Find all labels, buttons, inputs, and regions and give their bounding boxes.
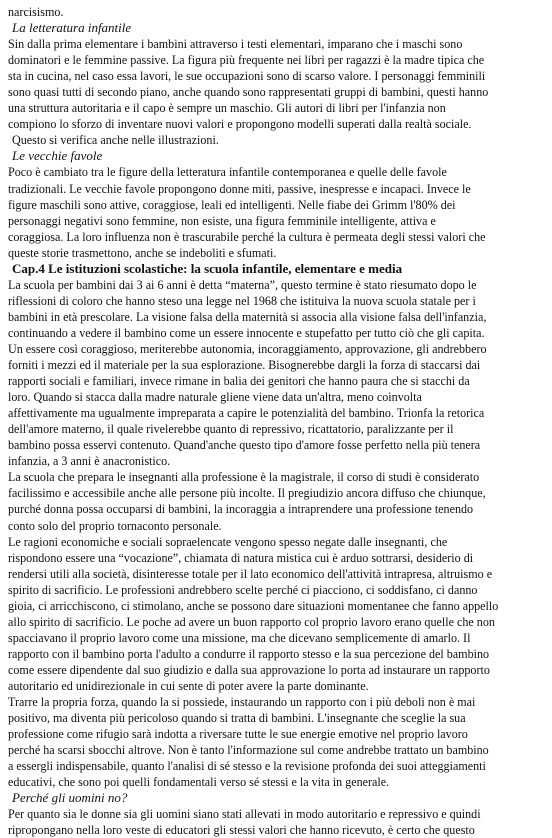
text-line: rapporto con il bambino porta l'adulto a condurre il rapporto stesso e la sua percezione del bambino xyxy=(8,646,490,661)
text-line: compiono lo sforzo di inventare nuovi valori e propongono modelli superati dalla realtà sociale. xyxy=(8,117,472,132)
text-line: dominatori e le femmine passive. La figura più frequente nei libri per ragazzi è la madre tipica che xyxy=(8,53,485,68)
section-heading: Le vecchie favole xyxy=(12,148,103,164)
text-line: continuando a vedere il bambino come un essere innocente e stupefatto per tutto ciò che gli capita. xyxy=(8,325,485,340)
text-line: allo spirito di sacrificio. Le poche ad avere un buon rapporto col proprio lavoro erano quelle che non xyxy=(8,614,495,629)
text-line: una struttura autoritaria e il capo è sempre un maschio. Gli autori di libri per l'infanzia non xyxy=(8,101,446,116)
text-line: affettivamente ma ugualmente impreparata a capire le potenzialità del bambino. Trionfa la retorica xyxy=(8,406,485,421)
text-line: queste storie trasmettono, anche se indeboliti e sfumati. xyxy=(8,245,277,260)
text-line: spirito di sacrificio. Le professioni andrebbero scelte perché ci piacciono, ci soddisfano, ci danno xyxy=(8,582,478,597)
text-line: rispondono essere una “vocazione”, chiamata di natura mistica cui è arduo sottrarsi, desiderio di xyxy=(8,550,474,565)
text-line: bambini in età prescolare. La visione falsa della maternità si associa alla visione falsa dell'infanzia, xyxy=(8,309,487,324)
text-line: coraggiosa. La loro influenza non è trascurabile perché la cultura è permeata degli stessi valori che xyxy=(8,229,486,244)
text-line: bambino possa esservi contenuto. Quand'anche questo tipo d'amore fosse perfetto nella più tenera xyxy=(8,438,481,453)
text-line: sono quasi tutti di secondo piano, anche quando sono rappresentati gruppi di bambini, questi hanno xyxy=(8,85,489,100)
text-line: Trarre la propria forza, quando la si possiede, instaurando un rapporto con i più deboli non è mai xyxy=(8,695,476,710)
text-line: a essergli indispensabile, quanto l'analisi di sé stesso e la revisione profonda dei suoi atteggiamenti xyxy=(8,759,486,774)
text-line: come essere dipendente dal suo giudizio e dalla sua approvazione lo porta ad instaurare un rapporto xyxy=(8,662,490,677)
text-line: Sin dalla prima elementare i bambini attraverso i testi elementari, imparano che i maschi sono xyxy=(8,37,463,52)
text-line: personaggi negativi sono femmine, non esiste, una figura femminile intelligente, attiva e xyxy=(8,213,436,228)
text-line: positivo, ma diventa più pericoloso quando si tratta di bambini. L'insegnante che sceglie la sua xyxy=(8,711,466,726)
text-line: purché donna possa occuparsi di bambini, la incoraggia a intraprendere una professione tenendo xyxy=(8,502,474,517)
section-heading: Perché gli uomini no? xyxy=(12,790,128,806)
text-line: ripropongano nella loro veste di educatori gli stessi valori che hanno ricevuto, è certo che questo xyxy=(8,823,475,838)
section-heading: La letteratura infantile xyxy=(12,20,132,36)
text-line: Le ragioni economiche e sociali sopraelencate vengono spesso negate dalle insegnanti, che xyxy=(8,534,448,549)
text-line: tradizionali. Le vecchie favole propongono donne miti, passive, inespresse e incapaci. Invece le xyxy=(8,181,471,196)
chapter-heading: Cap.4 Le istituzioni scolastiche: la scuola infantile, elementare e media xyxy=(12,260,403,276)
text-line: gioia, ci arricchiscono, ci stimolano, anche se possono dare situazioni momentanee che fanno appello xyxy=(8,598,499,613)
text-line: figure maschili sono attive, coraggiose, leali ed intelligenti. Nelle fiabe dei Grimm l'80% dei xyxy=(8,197,456,212)
text-line: facilissimo e accessibile anche alle persone più incolte. Il pregiudizio ancora diffuso che chiunque, xyxy=(8,486,486,501)
text-line: forniti i mezzi ed il materiale per la sua esplorazione. Bisognerebbe dargli la forza di staccarsi dai xyxy=(8,358,481,373)
text-line: Poco è cambiato tra le figure della letteratura infantile contemporanea e quelle delle favole xyxy=(8,165,447,180)
text-line: conto solo del proprio tornaconto personale. xyxy=(8,518,222,533)
text-line: La scuola che prepara le insegnanti alla professione è la magistrale, il corso di studi è considerato xyxy=(8,470,480,485)
text-line: Per quanto sia le donne sia gli uomini siano stati allevati in modo autoritario e repressivo e quindi xyxy=(8,807,481,822)
text-line: riflessioni di coloro che hanno steso una legge nel 1968 che istituiva la nuova scuola statale per i xyxy=(8,293,476,308)
text-line: rapporti sociali e familiari, invece rimane in balia dei genitori che hanno paura che si stacchi da xyxy=(8,374,470,389)
text-line: dell'amore materno, il quale rivelerebbe quanto di repressivo, ricattatorio, paralizzante per il xyxy=(8,422,454,437)
text-line: spacciavano il proprio lavoro come una missione, ma che dicevano semplicemente di amarlo. Il xyxy=(8,630,471,645)
text-line: professione come rifugio sarà indotta a riversare tutte le sue energie emotive nel proprio lavoro xyxy=(8,727,468,742)
text-line: sta in cucina, nel caso essa lavori, le sue occupazioni sono di scarso valore. I personaggi femminili xyxy=(8,69,486,84)
text-line: Un essere così coraggioso, meriterebbe autonomia, incoraggiamento, approvazione, gli andrebbero xyxy=(8,341,487,356)
text-line: perché ha scarsi sbocchi altrove. Non è tanto l'informazione sul come andrebbe trattato un bambino xyxy=(8,743,489,758)
text-line: infanzia, a 3 anni è anacronistico. xyxy=(8,454,171,469)
text-line: autoritario ed unidirezionale in cui sente di poter avere la parte dominante. xyxy=(8,678,369,693)
text-line: narcisismo. xyxy=(8,5,64,19)
text-line: Questo si verifica anche nelle illustrazioni. xyxy=(12,133,219,148)
text-line: loro. Quando si stacca dalla madre naturale gliene viene data un'altra, meno coinvolta xyxy=(8,390,422,405)
text-line: La scuola per bambini dai 3 ai 6 anni è detta “materna”, questo termine è stato riesumato dopo le xyxy=(8,277,477,292)
text-line: rendersi utili alla società, disinteresse totale per il lato economico dell'attività intrapresa, altruismo e xyxy=(8,566,493,581)
text-line: educativi, che sono poi quelli fondamentali verso sé stessi e la vita in generale. xyxy=(8,775,390,790)
